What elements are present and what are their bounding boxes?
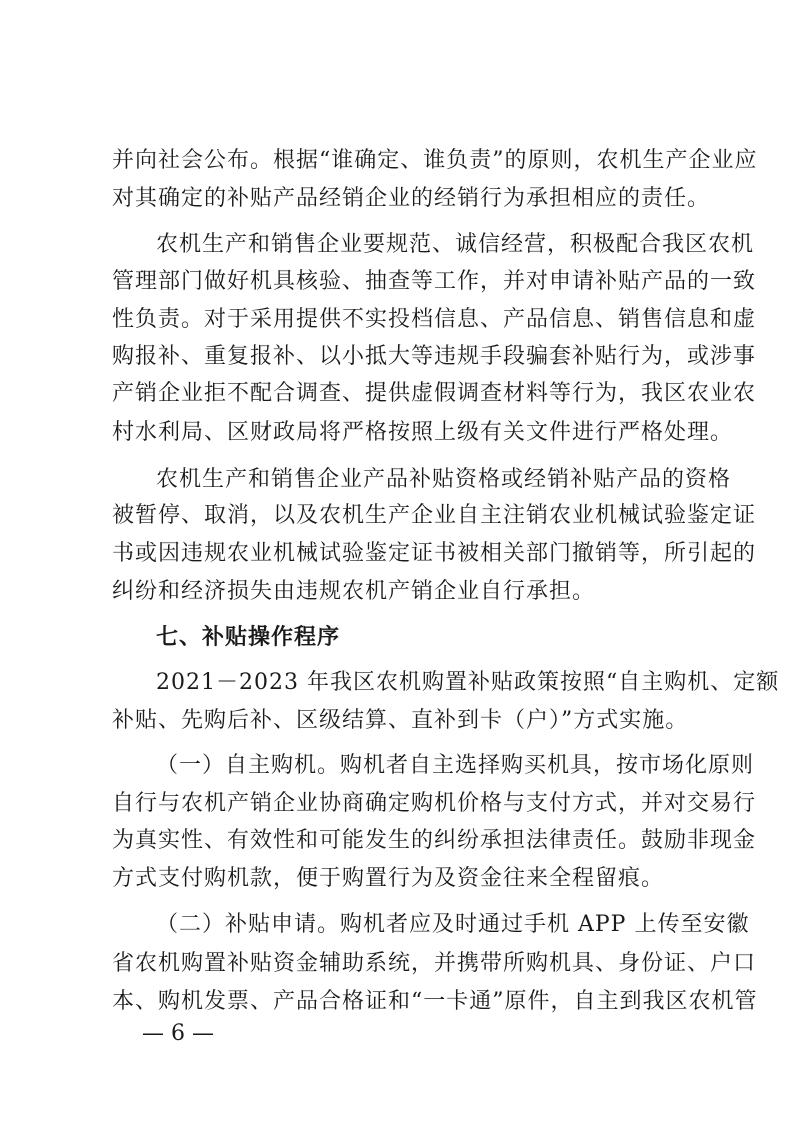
- body-line: 农机生产和销售企业产品补贴资格或经销补贴产品的资格: [156, 467, 732, 492]
- body-line: 自行与农机产销企业协商确定购机价格与支付方式，并对交易行: [112, 791, 757, 816]
- body-line: 纠纷和经济损失由违规农机产销企业自行承担。: [112, 579, 596, 604]
- body-line: 并向社会公布。根据“谁确定、谁负责”的原则，农机生产企业应: [112, 148, 758, 173]
- body-line: 购报补、重复报补、以小抵大等违规手段骗套补贴行为，或涉事: [112, 344, 757, 369]
- body-line: 农机生产和销售企业要规范、诚信经营，积极配合我区农机: [156, 232, 755, 257]
- body-line: 书或因违规农业机械试验鉴定证书被相关部门撤销等，所引起的: [112, 541, 757, 566]
- body-line: 管理部门做好机具核验、抽查等工作，并对申请补贴产品的一致: [112, 269, 757, 294]
- body-line: 省农机购置补贴资金辅助系统，并携带所购机具、身份证、户口: [112, 951, 757, 976]
- body-line: 为真实性、有效性和可能发生的纠纷承担法律责任。鼓励非现金: [112, 828, 757, 853]
- body-line: 补贴、先购后补、区级结算、直补到卡（户）”方式实施。: [112, 708, 689, 733]
- page-number: — 6 —: [142, 1021, 214, 1046]
- body-line: 性负责。对于采用提供不实投档信息、产品信息、销售信息和虚: [112, 307, 757, 332]
- body-line: 2021－2023 年我区农机购置补贴政策按照“自主购机、定额: [156, 670, 780, 695]
- body-line: （一）自主购机。购机者自主选择购买机具，按市场化原则: [156, 753, 755, 778]
- body-line: 方式支付购机款，便于购置行为及资金往来全程留痕。: [112, 866, 665, 891]
- body-line: 被暂停、取消，以及农机生产企业自主注销农业机械试验鉴定证: [112, 503, 757, 528]
- section-heading: 七、补贴操作程序: [156, 625, 341, 650]
- body-line: 村水利局、区财政局将严格按照上级有关文件进行严格处理。: [112, 420, 734, 445]
- body-line: 对其确定的补贴产品经销企业的经销行为承担相应的责任。: [112, 186, 711, 211]
- body-line: 本、购机发票、产品合格证和“一卡通”原件，自主到我区农机管: [112, 989, 758, 1014]
- body-line: 产销企业拒不配合调查、提供虚假调查材料等行为，我区农业农: [112, 381, 757, 406]
- body-line: （二）补贴申请。购机者应及时通过手机 APP 上传至安徽: [156, 912, 750, 937]
